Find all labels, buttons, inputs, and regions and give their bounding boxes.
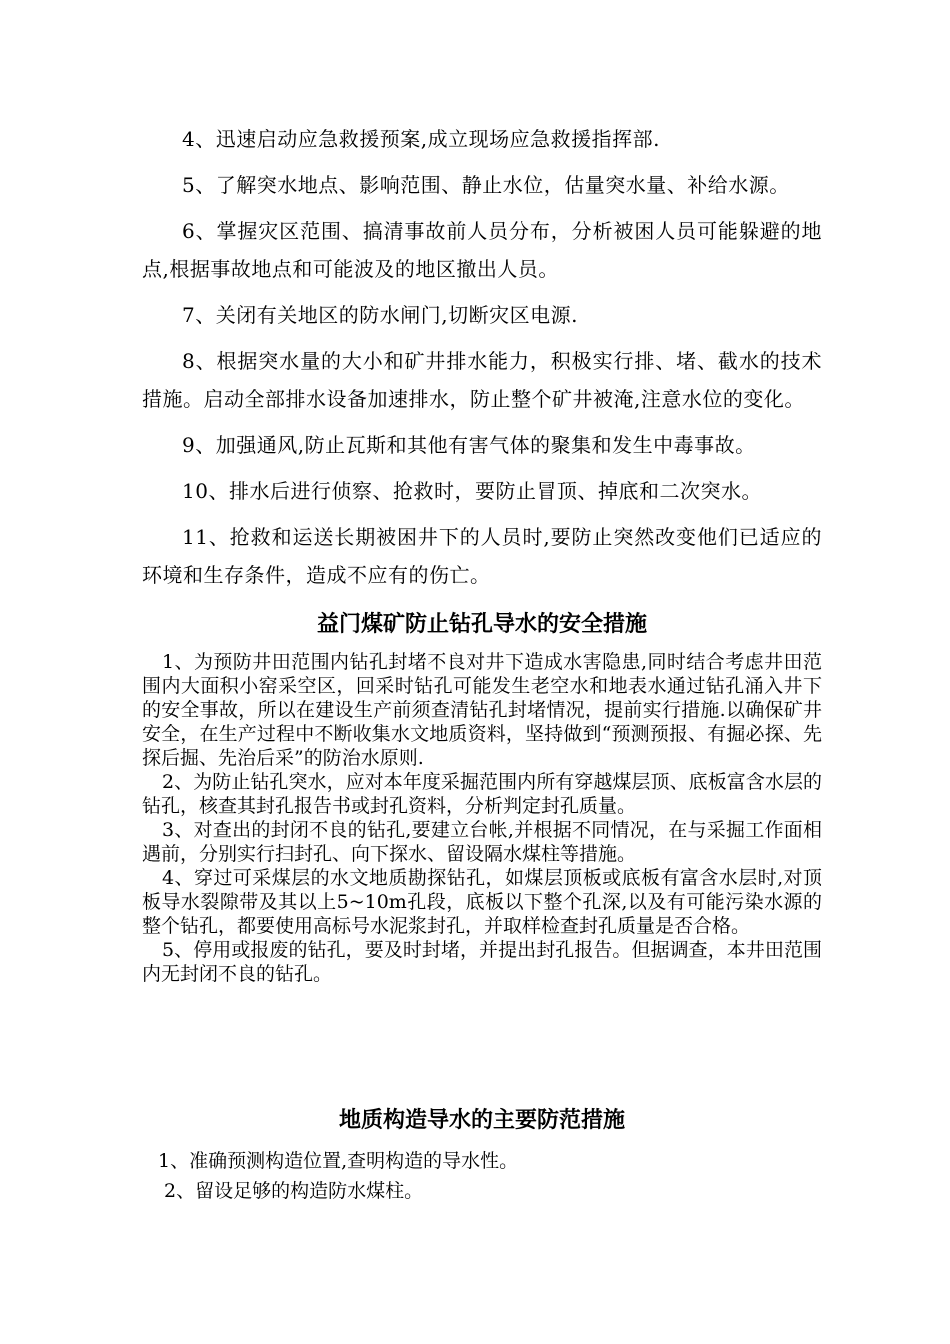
paragraph: 9、加强通风,防止瓦斯和其他有害气体的聚集和发生中毒事故。	[182, 433, 756, 457]
borehole-measures-list	[142, 650, 822, 986]
paragraph: 10、排水后进行侦察、抢救时，要防止冒顶、掉底和二次突水。	[182, 479, 762, 503]
section-title-geology: 地质构造导水的主要防范措施	[338, 1108, 625, 1133]
section-title-borehole: 益门煤矿防止钻孔导水的安全措施	[316, 612, 647, 637]
paragraph: 4、穿过可采煤层的水文地质勘探钻孔，如煤层顶板或底板有富含水层时,对顶板导水裂隙带及其以上5~10m孔段，底板以下整个孔深,以及有可能污染水源的整个钻孔，都要使用高标号水泥浆封孔，并取样检查封孔质量是否合格。	[142, 867, 822, 937]
paragraph: 1、准确预测构造位置,查明构造的导水性。	[158, 1150, 519, 1172]
paragraph: 3、对查出的封闭不良的钻孔,要建立台帐,并根据不同情况，在与采掘工作面相遇前，分别实行扫封孔、向下探水、留设隔水煤柱等措施。	[142, 819, 822, 865]
paragraph: 6、掌握灾区范围、搞清事故前人员分布，分析被困人员可能躲避的地点,根据事故地点和可能波及的地区撤出人员。	[142, 219, 822, 281]
paragraph: 8、根据突水量的大小和矿井排水能力，积极实行排、堵、截水的技术措施。启动全部排水设备加速排水，防止整个矿井被淹,注意水位的变化。	[142, 349, 822, 411]
geology-measures-list	[158, 1146, 838, 1206]
paragraph: 11、抢救和运送长期被困井下的人员时,要防止突然改变他们已适应的环境和生存条件，造成不应有的伤亡。	[142, 525, 822, 587]
paragraph: 4、迅速启动应急救援预案,成立现场应急救援指挥部.	[182, 127, 660, 151]
paragraph: 2、为防止钻孔突水，应对本年度采掘范围内所有穿越煤层顶、底板富含水层的钻孔，核查其封孔报告书或封孔资料，分析判定封孔质量。	[142, 771, 822, 817]
paragraph: 7、关闭有关地区的防水闸门,切断灾区电源.	[182, 303, 578, 327]
paragraph: 5、了解突水地点、影响范围、静止水位，估量突水量、补给水源。	[182, 173, 790, 197]
paragraph: 2、留设足够的构造防水煤柱。	[164, 1180, 424, 1202]
paragraph: 5、停用或报废的钻孔，要及时封堵，并提出封孔报告。但据调查，本井田范围内无封闭不良的钻孔。	[142, 939, 822, 985]
emergency-measures-list	[142, 120, 822, 602]
paragraph: 1、为预防井田范围内钻孔封堵不良对井下造成水害隐患,同时结合考虑井田范围内大面积小窑采空区，回采时钻孔可能发生老空水和地表水通过钻孔涌入井下的安全事故，所以在建设生产前须查清钻孔封堵情况，提前实行措施.以确保矿井安全，在生产过程中不断收集水文地质资料，坚持做到“预测预报、有掘必探、先探后掘、先治后采”的防治水原则.	[142, 651, 822, 769]
